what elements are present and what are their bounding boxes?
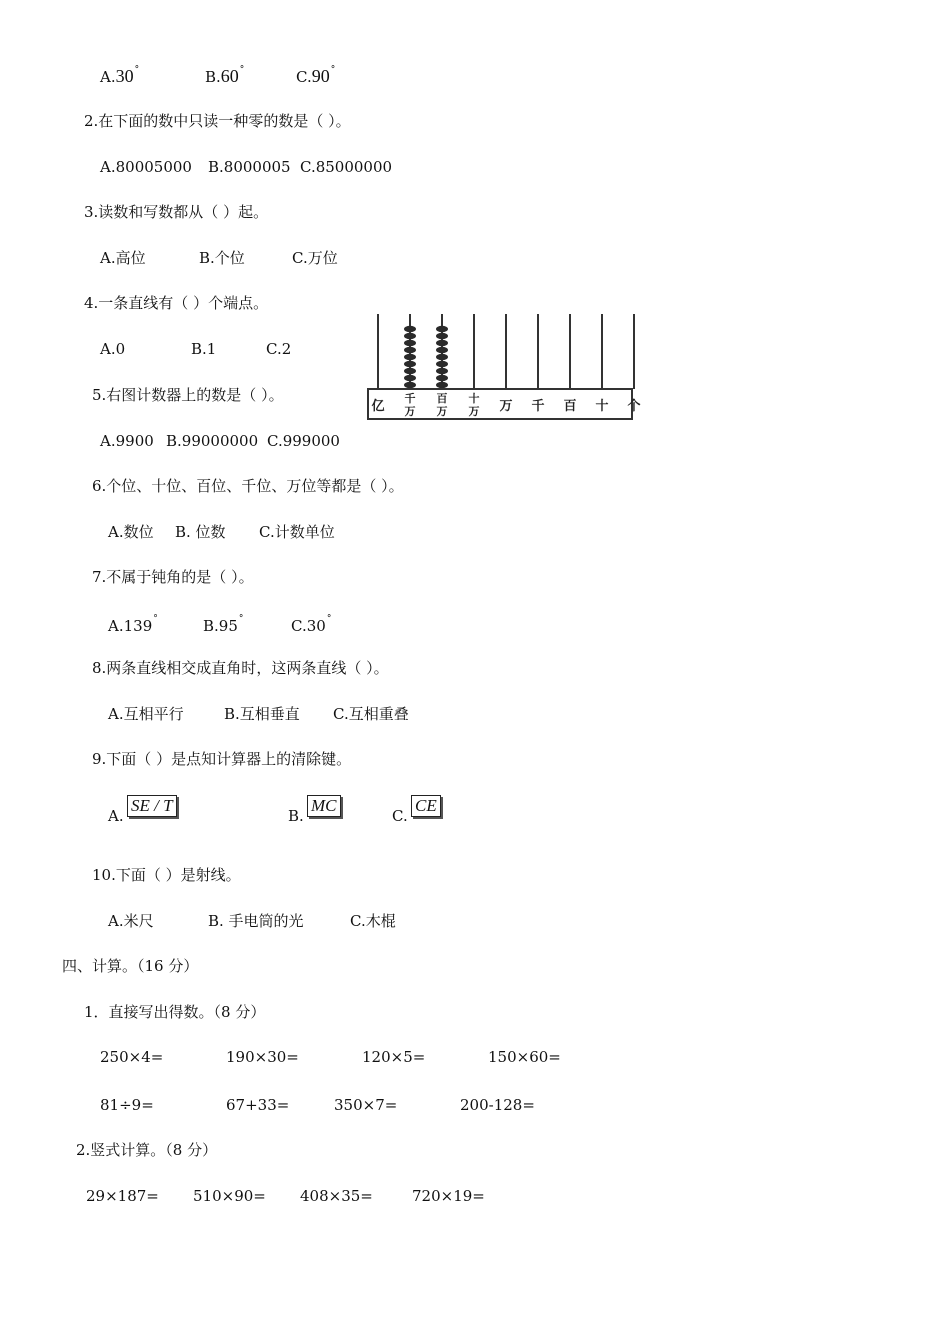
q4-option-b: B.1: [191, 340, 217, 358]
q6-option-a: A.数位: [108, 523, 154, 541]
q5-option-a: A.9900: [100, 432, 154, 450]
abacus-bead: [404, 347, 416, 353]
abacus-bead: [404, 333, 416, 339]
option-letter: C.: [296, 68, 312, 86]
abacus-bead: [436, 340, 448, 346]
abacus-bead: [404, 375, 416, 381]
calc-item: 250×4=: [100, 1048, 164, 1066]
abacus-place-label: 亿: [371, 399, 385, 414]
q6-option-c: C.计数单位: [259, 523, 335, 541]
abacus-bead: [404, 354, 416, 360]
q10-stem: 10.下面（ ）是射线。: [92, 866, 241, 884]
option-value: 30: [115, 66, 134, 86]
abacus-bead: [436, 347, 448, 353]
abacus-bead: [436, 354, 448, 360]
q10-option-a: A.米尺: [108, 912, 154, 930]
abacus-place-label: 万: [436, 405, 448, 418]
q8-stem: 8.两条直线相交成直角时，这两条直线（ ）。: [92, 659, 389, 677]
q1-option-a: [100, 64, 139, 87]
calc-item: 200-128=: [460, 1096, 535, 1114]
abacus-place-label: 千: [531, 399, 545, 414]
abacus-bead: [404, 361, 416, 367]
abacus-place-label: 个: [627, 399, 641, 414]
abacus-bead: [436, 333, 448, 339]
section4-title: 四、计算。（16 分）: [62, 957, 199, 975]
q10-option-b: B. 手电筒的光: [208, 912, 304, 930]
q3-stem: 3.读数和写数都从（ ）起。: [84, 203, 269, 221]
calc-item: 120×5=: [362, 1048, 426, 1066]
vertical-calc-item: 720×19=: [412, 1187, 485, 1205]
q4-option-c: C.2: [266, 340, 292, 358]
mc-key: MC: [307, 795, 341, 817]
q7-option-b: [203, 613, 243, 636]
degree-sign: °: [134, 65, 140, 75]
option-text: A.139: [108, 617, 153, 635]
q3-option-c: C.万位: [292, 249, 338, 267]
q9-option-c-letter: C.: [392, 807, 408, 825]
option-value: 90: [311, 66, 330, 86]
q9-stem: 9.下面（ ）是点知计算器上的清除键。: [92, 750, 352, 768]
q2-option-b: B.8000005: [208, 158, 291, 176]
q8-option-b: B.互相垂直: [224, 705, 300, 723]
option-value: 60: [220, 66, 239, 86]
q6-option-b: B. 位数: [175, 523, 226, 541]
q4-stem: 4.一条直线有（ ）个端点。: [84, 294, 269, 312]
degree-sign: °: [239, 65, 245, 75]
degree-sign: °: [326, 614, 332, 624]
abacus-bead: [436, 326, 448, 332]
degree-sign: °: [153, 614, 158, 624]
abacus-bead: [436, 375, 448, 381]
option-text: C.30: [291, 617, 326, 635]
degree-sign: °: [238, 614, 244, 624]
option-letter: A.: [100, 68, 116, 86]
option-letter: B.: [205, 68, 221, 86]
q5-stem: 5.右图计数器上的数是（ ）。: [92, 386, 284, 404]
calc-item: 81÷9=: [100, 1096, 154, 1114]
abacus-bead: [436, 382, 448, 388]
sub2-title: 2.竖式计算。（8 分）: [76, 1141, 218, 1159]
abacus-place-label: 十: [595, 399, 609, 414]
q1-option-c: [296, 64, 335, 87]
q8-option-a: A.互相平行: [108, 705, 184, 723]
q2-stem: 2.在下面的数中只读一种零的数是（ ）。: [84, 112, 351, 130]
q9-option-a-letter: A.: [108, 807, 124, 825]
q7-option-a: [108, 613, 158, 636]
degree-sign: °: [330, 65, 336, 75]
vertical-calc-item: 408×35=: [300, 1187, 373, 1205]
vertical-calc-item: 510×90=: [193, 1187, 266, 1205]
q10-option-c: C.木棍: [350, 912, 396, 930]
vertical-calc-item: 29×187=: [86, 1187, 159, 1205]
abacus-place-label: 万: [404, 405, 416, 418]
q8-option-c: C.互相重叠: [333, 705, 409, 723]
abacus-bead: [404, 326, 416, 332]
abacus-place-label: 百: [436, 392, 448, 405]
q1-option-b: [205, 64, 244, 87]
q9-option-b-letter: B.: [288, 807, 304, 825]
abacus-place-label: 千: [404, 392, 416, 405]
abacus-place-label: 百: [563, 399, 577, 414]
q7-option-c: [291, 613, 331, 636]
q4-option-a: A.0: [100, 340, 126, 358]
abacus-place-label: 万: [499, 399, 513, 414]
option-text: B.95: [203, 617, 238, 635]
q2-option-a: A.80005000: [100, 158, 192, 176]
abacus-bead: [404, 382, 416, 388]
q2-option-c: C.85000000: [300, 158, 393, 176]
q7-stem: 7.不属于钝角的是（ ）。: [92, 568, 254, 586]
q6-stem: 6.个位、十位、百位、千位、万位等都是（ ）。: [92, 477, 404, 495]
abacus-figure: [362, 302, 641, 426]
calc-item: 150×60=: [488, 1048, 561, 1066]
q5-option-c: C.999000: [267, 432, 340, 450]
abacus-place-label: 十: [468, 392, 480, 405]
abacus-bead: [404, 368, 416, 374]
q3-option-b: B.个位: [199, 249, 245, 267]
calc-item: 190×30=: [226, 1048, 299, 1066]
sub1-title: 1．直接写出得数。（8 分）: [84, 1003, 266, 1021]
q3-option-a: A.高位: [100, 249, 146, 267]
ce-key: CE: [411, 795, 441, 817]
calc-item: 350×7=: [334, 1096, 398, 1114]
abacus-bead: [436, 361, 448, 367]
abacus-place-label: 万: [468, 405, 480, 418]
se-t-key: SE / T: [127, 795, 177, 817]
q5-option-b: B.99000000: [166, 432, 259, 450]
abacus-bead: [436, 368, 448, 374]
calc-item: 67+33=: [226, 1096, 290, 1114]
abacus-bead: [404, 340, 416, 346]
